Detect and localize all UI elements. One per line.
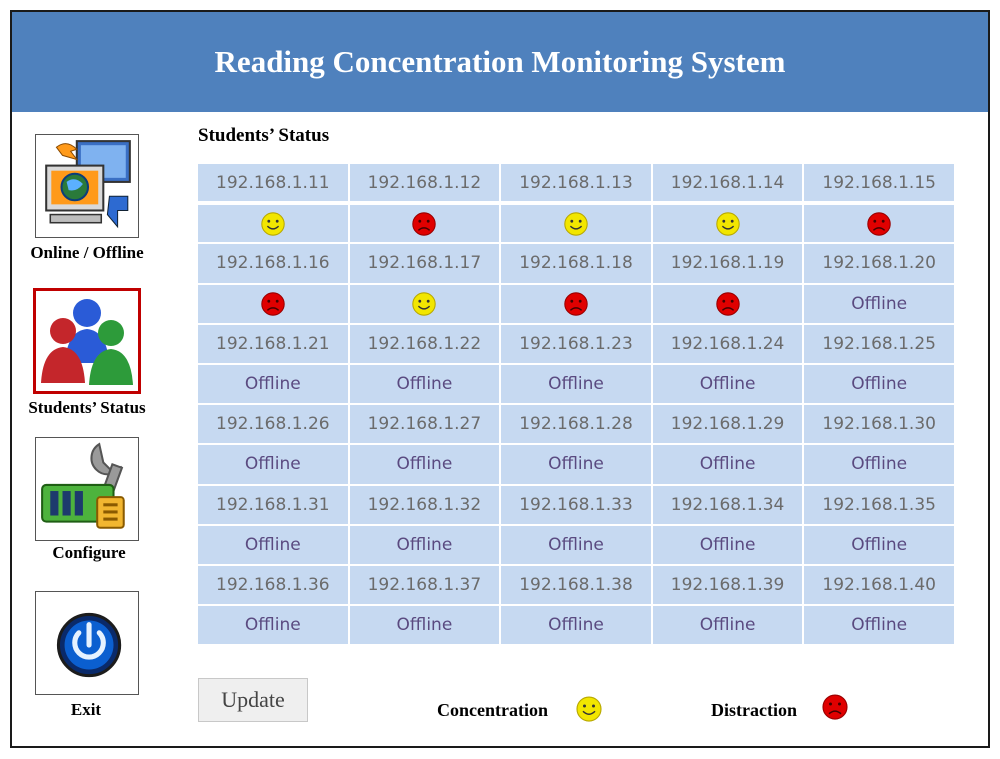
status-offline: Offline <box>500 364 652 404</box>
distraction-frown-icon <box>410 210 438 238</box>
app-title: Reading Concentration Monitoring System <box>214 44 786 79</box>
ip-cell: 192.168.1.36 <box>197 565 349 605</box>
status-offline: Offline <box>197 605 349 645</box>
ip-cell: 192.168.1.34 <box>652 485 804 525</box>
ip-cell: 192.168.1.11 <box>197 163 349 203</box>
distraction-frown-icon <box>714 290 742 318</box>
ip-cell: 192.168.1.21 <box>197 324 349 364</box>
status-row <box>197 364 955 404</box>
legend-distraction-label: Distraction <box>711 700 797 720</box>
status-offline: Offline <box>500 444 652 484</box>
ip-cell: 192.168.1.15 <box>803 163 955 203</box>
distraction-frown-icon <box>562 290 590 318</box>
students-status-button[interactable] <box>33 288 141 394</box>
concentration-smiley-icon <box>410 290 438 318</box>
power-icon <box>36 592 138 694</box>
configure-label: Configure <box>52 543 126 562</box>
student-status-grid <box>196 162 956 646</box>
ip-cell: 192.168.1.22 <box>349 324 501 364</box>
ip-cell: 192.168.1.29 <box>652 404 804 444</box>
status-offline: Offline <box>803 284 955 324</box>
status-offline: Offline <box>652 444 804 484</box>
ip-row <box>197 404 955 444</box>
ip-cell: 192.168.1.37 <box>349 565 501 605</box>
status-offline: Offline <box>803 605 955 645</box>
status-offline: Offline <box>652 525 804 565</box>
students-group-icon <box>36 291 138 391</box>
status-cell <box>652 284 804 324</box>
status-row <box>197 203 955 243</box>
ip-cell: 192.168.1.13 <box>500 163 652 203</box>
status-cell <box>349 284 501 324</box>
ip-cell: 192.168.1.14 <box>652 163 804 203</box>
concentration-smiley-icon <box>562 210 590 238</box>
ip-cell: 192.168.1.26 <box>197 404 349 444</box>
status-cell <box>500 203 652 243</box>
status-offline: Offline <box>803 364 955 404</box>
status-offline: Offline <box>500 525 652 565</box>
status-row <box>197 444 955 484</box>
status-offline: Offline <box>652 605 804 645</box>
online-offline-label: Online / Offline <box>30 243 144 262</box>
ip-cell: 192.168.1.40 <box>803 565 955 605</box>
ip-cell: 192.168.1.39 <box>652 565 804 605</box>
ip-cell: 192.168.1.19 <box>652 243 804 283</box>
ip-cell: 192.168.1.23 <box>500 324 652 364</box>
ip-row <box>197 565 955 605</box>
ip-cell: 192.168.1.33 <box>500 485 652 525</box>
status-offline: Offline <box>803 444 955 484</box>
ip-cell: 192.168.1.25 <box>803 324 955 364</box>
distraction-frown-icon <box>259 290 287 318</box>
ip-cell: 192.168.1.32 <box>349 485 501 525</box>
status-cell <box>349 203 501 243</box>
status-row <box>197 605 955 645</box>
status-cell <box>803 203 955 243</box>
status-offline: Offline <box>349 605 501 645</box>
concentration-smiley-icon <box>259 210 287 238</box>
legend-concentration-label: Concentration <box>437 700 548 720</box>
ip-cell: 192.168.1.38 <box>500 565 652 605</box>
status-cell <box>197 284 349 324</box>
configure-button[interactable] <box>35 437 139 541</box>
ip-cell: 192.168.1.28 <box>500 404 652 444</box>
computer-globe-icon <box>36 135 138 237</box>
status-offline: Offline <box>197 525 349 565</box>
ip-cell: 192.168.1.18 <box>500 243 652 283</box>
title-bar <box>12 12 988 112</box>
ip-row <box>197 243 955 283</box>
status-cell <box>652 203 804 243</box>
update-button[interactable]: Update <box>198 678 308 722</box>
ip-cell: 192.168.1.20 <box>803 243 955 283</box>
ip-cell: 192.168.1.12 <box>349 163 501 203</box>
ip-cell: 192.168.1.27 <box>349 404 501 444</box>
ip-row <box>197 485 955 525</box>
concentration-smiley-icon <box>574 694 604 724</box>
ip-cell: 192.168.1.35 <box>803 485 955 525</box>
status-offline: Offline <box>803 525 955 565</box>
status-row <box>197 525 955 565</box>
ip-row <box>197 324 955 364</box>
exit-label: Exit <box>70 700 102 719</box>
status-offline: Offline <box>652 364 804 404</box>
distraction-frown-icon <box>820 692 850 722</box>
students-status-label: Students’ Status <box>28 398 146 417</box>
ip-cell: 192.168.1.17 <box>349 243 501 283</box>
status-offline: Offline <box>197 364 349 404</box>
ip-cell: 192.168.1.24 <box>652 324 804 364</box>
status-offline: Offline <box>197 444 349 484</box>
concentration-smiley-icon <box>714 210 742 238</box>
ip-row <box>197 163 955 203</box>
distraction-frown-icon <box>865 210 893 238</box>
exit-button[interactable] <box>35 591 139 695</box>
ip-cell: 192.168.1.31 <box>197 485 349 525</box>
status-offline: Offline <box>349 444 501 484</box>
online-offline-button[interactable] <box>35 134 139 238</box>
status-cell <box>197 203 349 243</box>
status-row <box>197 284 955 324</box>
ip-cell: 192.168.1.30 <box>803 404 955 444</box>
ip-cell: 192.168.1.16 <box>197 243 349 283</box>
status-offline: Offline <box>349 525 501 565</box>
status-offline: Offline <box>349 364 501 404</box>
status-cell <box>500 284 652 324</box>
section-title: Students’ Status <box>198 125 330 146</box>
status-offline: Offline <box>500 605 652 645</box>
wrench-settings-icon <box>36 438 138 540</box>
